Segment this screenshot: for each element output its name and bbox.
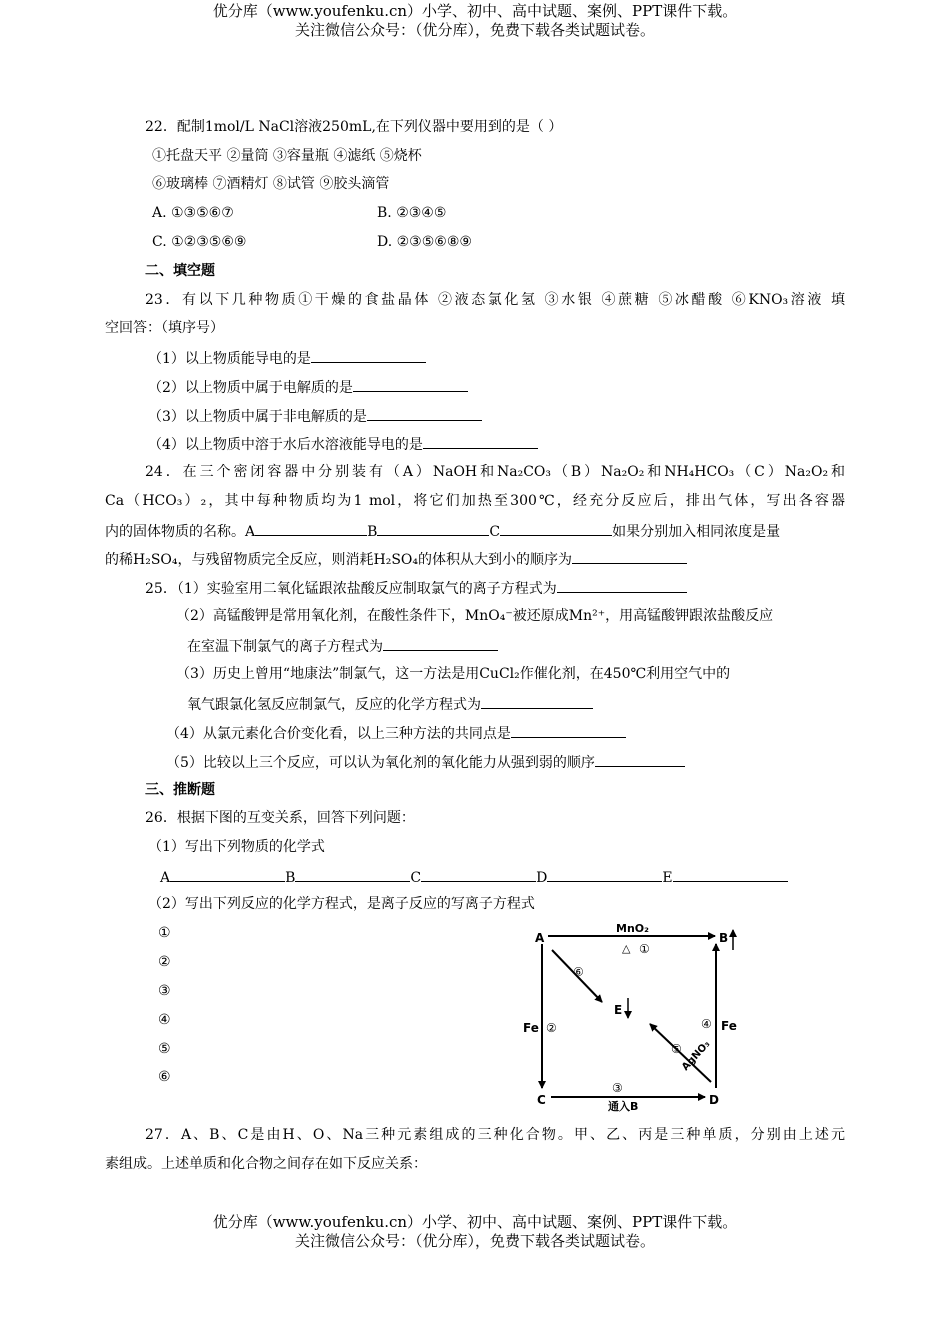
- section-inference-title: 三、推断题: [145, 782, 215, 798]
- q26-part-1: （1）写出下列物质的化学式: [148, 839, 325, 855]
- q26-formula-blanks: [160, 867, 788, 887]
- q22-items-1: ①托盘天平 ②量筒 ③容量瓶 ④滤纸 ⑤烧杯: [152, 148, 422, 164]
- q22-option-d: D. ②③⑤⑥⑧⑨: [377, 234, 472, 250]
- footer-line-1: 优分库（www.youfenku.cn）小学、初中、高中试题、案例、PPT课件下载。: [212, 1213, 738, 1231]
- diagonal-reagent-agno3: AgNO₃: [680, 1038, 713, 1074]
- q23-part-3-text: （3）以上物质中属于非电解质的是: [148, 409, 367, 425]
- node-d: D: [709, 1093, 719, 1107]
- answer-blank[interactable]: [383, 636, 498, 651]
- reaction-number-1: ①: [158, 925, 171, 941]
- label-b: B: [285, 870, 296, 886]
- q25-part-5-text: （5）比较以上三个反应，可以认为氧化剂的氧化能力从强到弱的顺序: [166, 755, 595, 771]
- top-number: ①: [639, 942, 650, 956]
- answer-blank-d[interactable]: [547, 867, 662, 882]
- answer-blank-b[interactable]: [377, 521, 489, 536]
- bottom-number: ③: [612, 1081, 623, 1095]
- answer-blank-c[interactable]: [421, 867, 536, 882]
- top-reagent: MnO₂: [616, 922, 649, 935]
- header-line-2: 关注微信公众号：（优分库），免费下载各类试题试卷。: [294, 21, 655, 39]
- answer-blank[interactable]: [557, 578, 687, 593]
- q25-part-2b-text: 在室温下制氯气的离子方程式为: [187, 639, 383, 655]
- q23-stem-1: 23．有以下几种物质①干燥的食盐晶体 ②液态氯化氢 ③水银 ④蔗糖 ⑤冰醋酸 ⑥KNO₃溶液 填: [145, 292, 845, 308]
- reaction-number-5: ⑤: [158, 1041, 171, 1057]
- reaction-number-6: ⑥: [158, 1069, 171, 1085]
- q22-option-b: B. ②③④⑤: [377, 205, 447, 221]
- node-c: C: [537, 1093, 546, 1107]
- answer-blank[interactable]: [353, 377, 468, 392]
- q25-part-4: [166, 723, 626, 743]
- left-number: ②: [546, 1021, 557, 1035]
- footer-line-2: 关注微信公众号：（优分库），免费下载各类试题试卷。: [294, 1232, 655, 1250]
- q22-option-c: C. ①②③⑤⑥⑨: [152, 234, 247, 250]
- q26-part-2: （2）写出下列反应的化学方程式，是离子反应的写离子方程式: [148, 896, 535, 912]
- top-condition: △: [622, 942, 631, 955]
- q27-line-2: 素组成。上述单质和化合物之间存在如下反应关系：: [105, 1156, 427, 1172]
- reaction-diagram: [515, 920, 755, 1120]
- answer-blank[interactable]: [511, 723, 626, 738]
- answer-blank-e[interactable]: [673, 867, 788, 882]
- q24-line-3-d: 如果分别加入相同浓度是量: [612, 524, 781, 540]
- q27-line-1: 27．A、B、C是由H、O、Na三种元素组成的三种化合物。甲、乙、丙是三种单质，分别由上述元: [145, 1127, 845, 1143]
- answer-blank-a[interactable]: [255, 521, 367, 536]
- right-number: ④: [701, 1017, 712, 1031]
- header-line-1: 优分库（www.youfenku.cn）小学、初中、高中试题、案例、PPT课件下载。: [212, 2, 738, 20]
- reaction-number-3: ③: [158, 983, 171, 999]
- right-reagent: Fe: [721, 1019, 737, 1033]
- q23-part-4-text: （4）以上物质中溶于水后水溶液能导电的是: [148, 437, 423, 453]
- q24-line-1: 24．在三个密闭容器中分别装有（A）NaOH和Na₂CO₃（B）Na₂O₂和NH₄HCO₃（C）Na₂O₂和: [145, 464, 845, 480]
- section-fill-in-title: 二、填空题: [145, 263, 215, 279]
- node-b: B: [719, 931, 729, 945]
- diagonal-number-5: ⑤: [671, 1042, 682, 1056]
- label-e: E: [662, 870, 673, 886]
- answer-blank-a[interactable]: [170, 867, 285, 882]
- q23-part-4: [148, 434, 538, 454]
- q23-part-2: [148, 377, 468, 397]
- q23-stem-2: 空回答：（填序号）: [105, 320, 224, 336]
- q24-line-3: [105, 521, 780, 541]
- q24-line-4-text: 的稀H₂SO₄，与残留物质完全反应，则消耗H₂SO₄的体积从大到小的顺序为: [105, 552, 573, 568]
- answer-blank[interactable]: [595, 752, 685, 767]
- node-a: A: [535, 931, 545, 945]
- q23-part-1-text: （1）以上物质能导电的是: [148, 351, 311, 367]
- q26-stem: 26．根据下图的互变关系，回答下列问题：: [145, 810, 415, 826]
- q24-line-2: Ca（HCO₃）₂，其中每种物质均为1 mol，将它们加热至300℃，经充分反应后，排出气体，写出各容器: [105, 493, 845, 509]
- q22-option-a: A. ①③⑤⑥⑦: [152, 205, 234, 221]
- q25-part-3b: [187, 694, 593, 714]
- q23-part-3: [148, 406, 482, 426]
- label-d: D: [536, 870, 548, 886]
- q23-part-2-text: （2）以上物质中属于电解质的是: [148, 380, 353, 396]
- node-e: E: [614, 1003, 623, 1017]
- q24-line-3-c: C: [489, 524, 501, 540]
- q25-part-1: [145, 578, 687, 598]
- reaction-number-2: ②: [158, 954, 171, 970]
- q24-line-3-b: B: [367, 524, 378, 540]
- diagonal-number-6: ⑥: [573, 965, 584, 979]
- q24-line-3-a: 内的固体物质的名称。A: [105, 524, 256, 540]
- answer-blank[interactable]: [367, 406, 482, 421]
- bottom-reagent: 通入B: [608, 1100, 639, 1113]
- q23-part-1: [148, 348, 426, 368]
- answer-blank[interactable]: [311, 348, 426, 363]
- q25-part-5: [166, 752, 685, 772]
- answer-blank-c[interactable]: [500, 521, 612, 536]
- q25-part-2b: [187, 636, 498, 656]
- q25-part-3a: （3）历史上曾用“地康法”制氯气，这一方法是用CuCl₂作催化剂，在450℃利用空气中的: [176, 666, 731, 682]
- q25-part-1-text: 25．（1）实验室用二氧化锰跟浓盐酸反应制取氯气的离子方程式为: [145, 581, 557, 597]
- answer-blank-b[interactable]: [295, 867, 410, 882]
- q22-stem: 22．配制1mol/L NaCl溶液250mL,在下列仪器中要用到的是（ ）: [145, 119, 563, 135]
- answer-blank[interactable]: [481, 694, 593, 709]
- answer-blank[interactable]: [423, 434, 538, 449]
- q22-items-2: ⑥玻璃棒 ⑦酒精灯 ⑧试管 ⑨胶头滴管: [152, 176, 390, 192]
- label-c: C: [410, 870, 422, 886]
- reaction-number-4: ④: [158, 1012, 171, 1028]
- q25-part-4-text: （4）从氯元素化合价变化看，以上三种方法的共同点是: [166, 726, 511, 742]
- q25-part-3b-text: 氧气跟氯化氢反应制氯气，反应的化学方程式为: [187, 697, 481, 713]
- left-reagent: Fe: [523, 1021, 539, 1035]
- q24-line-4: [105, 549, 687, 569]
- label-a: A: [160, 870, 171, 886]
- q25-part-2a: （2）高锰酸钾是常用氧化剂，在酸性条件下，MnO₄⁻被还原成Mn²⁺，用高锰酸钾跟浓盐酸反应: [176, 608, 774, 624]
- answer-blank[interactable]: [572, 549, 687, 564]
